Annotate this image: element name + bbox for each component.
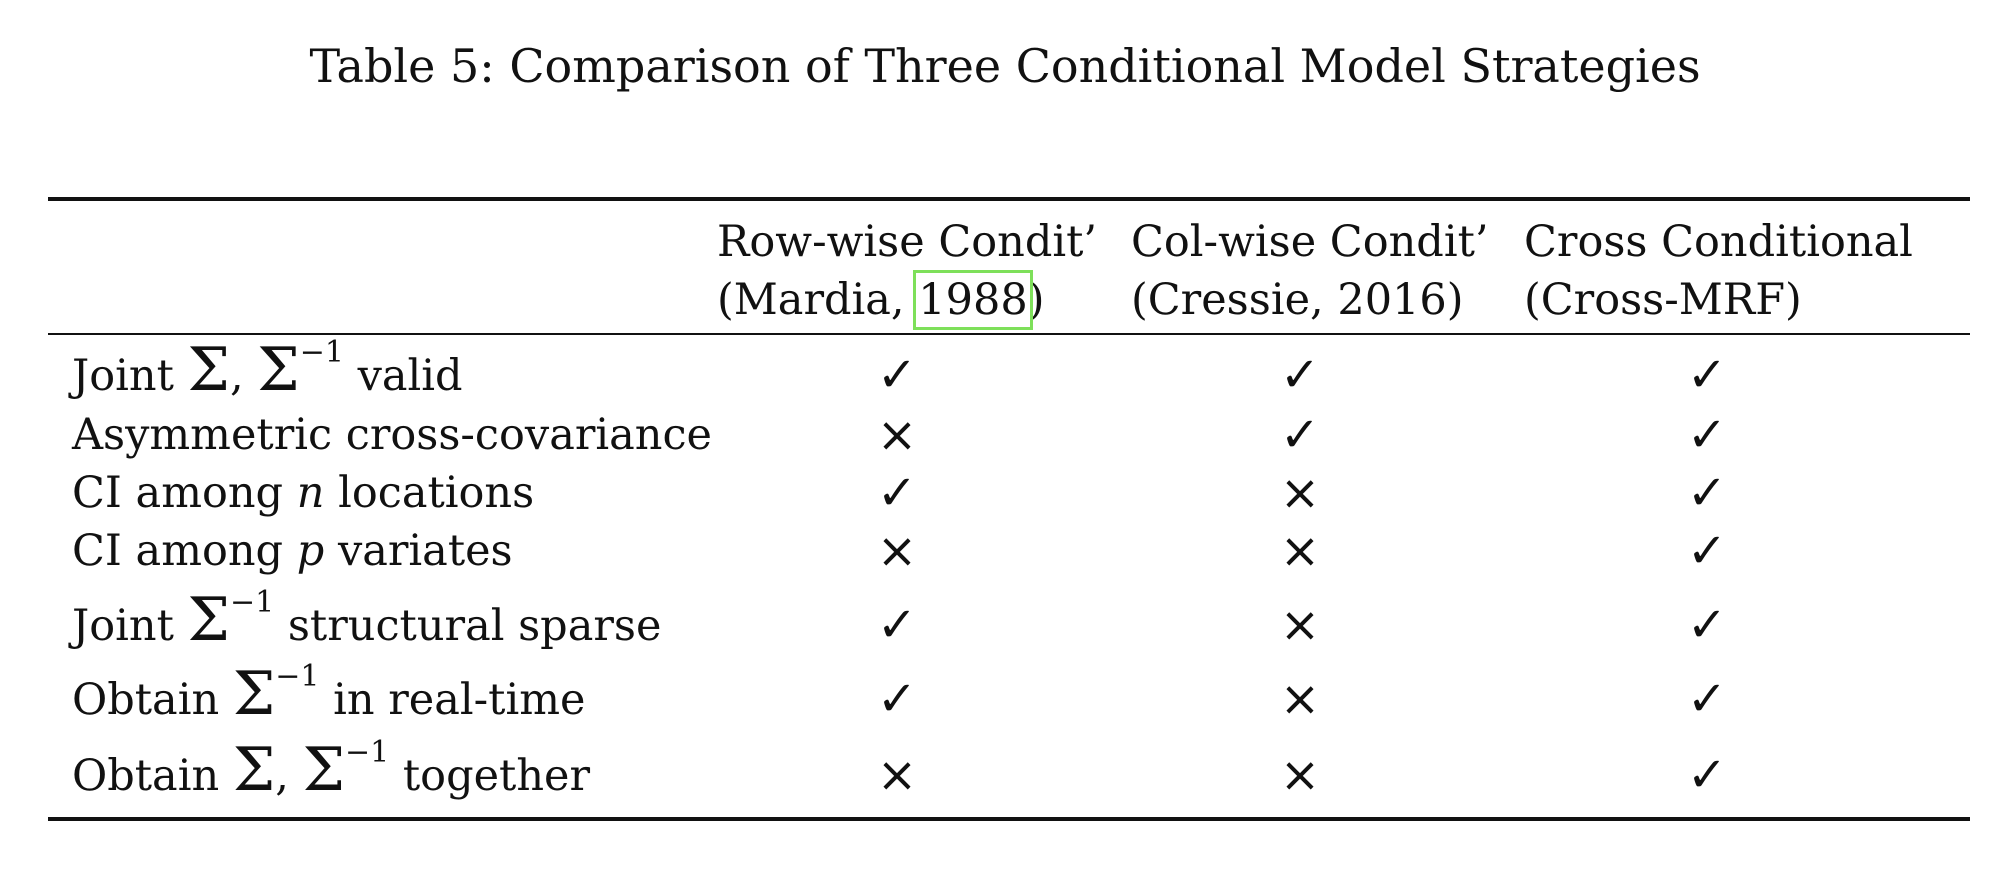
cell-col-wise: × <box>1279 523 1321 579</box>
cell-row-wise: ✓ <box>876 671 918 727</box>
column-header-citation: (Cross-MRF) <box>1524 275 1802 325</box>
cell-row-wise: × <box>876 523 918 579</box>
row-label: CI among p variates <box>72 526 513 576</box>
column-header-citation: (Cressie, 2016) <box>1131 275 1464 325</box>
row-label: Joint Σ, $\Sigma^{-1}$ valid <box>72 335 463 405</box>
column-header-title: Col-wise Condit’ <box>1131 217 1489 267</box>
citation-link-1988[interactable]: 1988 <box>918 275 1028 325</box>
row-label: CI among n locations <box>72 468 535 518</box>
column-header-cross-conditional <box>1524 213 1913 329</box>
cell-cross-conditional: ✓ <box>1686 523 1728 579</box>
cell-col-wise: × <box>1279 597 1321 653</box>
column-header-title: Row-wise Condit’ <box>717 217 1098 267</box>
column-header-col-wise <box>1131 213 1489 329</box>
column-header-citation: (Mardia, 1988) <box>717 275 1045 325</box>
row-label: Joint $\Sigma^{-1}$ structural sparse <box>72 585 662 655</box>
bottom-rule <box>48 817 1970 821</box>
cell-col-wise: ✓ <box>1279 407 1321 463</box>
cell-row-wise: ✓ <box>876 347 918 403</box>
cell-col-wise: × <box>1279 747 1321 803</box>
row-label: Asymmetric cross-covariance <box>72 410 713 460</box>
cell-cross-conditional: ✓ <box>1686 407 1728 463</box>
cell-col-wise: ✓ <box>1279 347 1321 403</box>
cell-cross-conditional: ✓ <box>1686 347 1728 403</box>
cell-row-wise: × <box>876 747 918 803</box>
row-label: Obtain Σ, $\Sigma^{-1}$ together <box>72 735 591 805</box>
column-header-title: Cross Conditional <box>1524 217 1913 267</box>
top-rule <box>48 197 1970 201</box>
cell-cross-conditional: ✓ <box>1686 671 1728 727</box>
cell-cross-conditional: ✓ <box>1686 747 1728 803</box>
cell-row-wise: × <box>876 407 918 463</box>
cell-col-wise: × <box>1279 465 1321 521</box>
cell-row-wise: ✓ <box>876 465 918 521</box>
cell-col-wise: × <box>1279 671 1321 727</box>
cell-cross-conditional: ✓ <box>1686 597 1728 653</box>
column-header-row-wise <box>717 213 1097 329</box>
cell-cross-conditional: ✓ <box>1686 465 1728 521</box>
table-caption: Table 5: Comparison of Three Conditional Model Strategies <box>309 39 1701 93</box>
row-label: Obtain $\Sigma^{-1}$ in real-time <box>72 659 586 729</box>
cell-row-wise: ✓ <box>876 597 918 653</box>
